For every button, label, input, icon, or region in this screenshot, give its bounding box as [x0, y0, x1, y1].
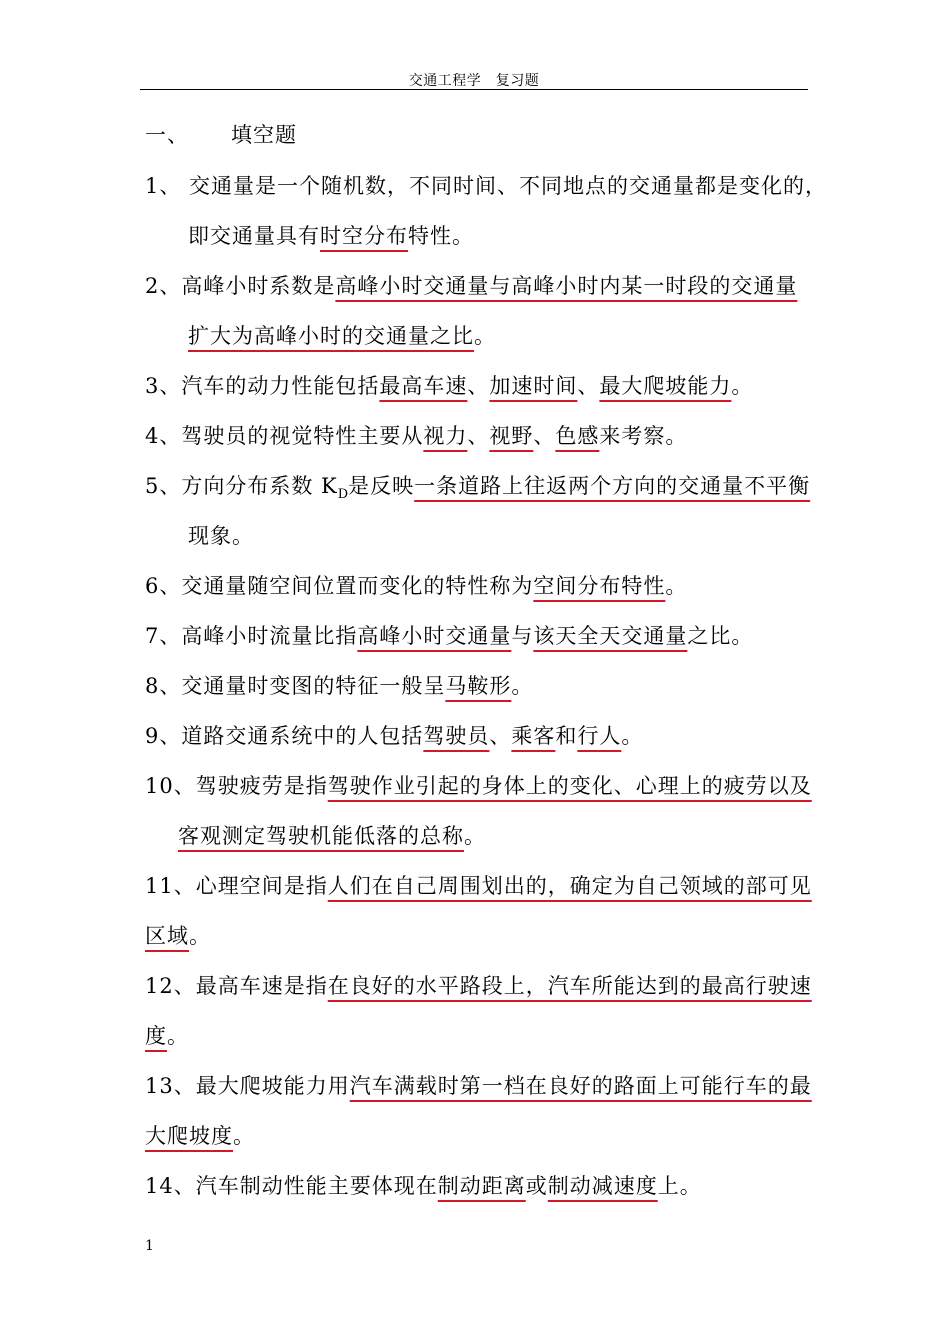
- item-text: 是反映: [348, 474, 415, 498]
- answer-blank: 人们在自己周围划出的，确定为自己领域的部可见: [327, 874, 812, 898]
- item-text: 12、最高车速是指: [145, 974, 328, 998]
- item-8-line-1: [145, 671, 533, 701]
- item-text: 。: [233, 1124, 255, 1148]
- answer-blank: 视力: [423, 424, 468, 448]
- answer-blank: 大爬坡度: [145, 1124, 233, 1148]
- item-12-line-1: [145, 971, 812, 1001]
- item-text: 和: [555, 724, 578, 748]
- item-5-line-1: [145, 471, 810, 510]
- item-13-line-2: [145, 1121, 255, 1151]
- item-text: 。: [511, 674, 534, 698]
- item-text: 、: [467, 374, 490, 398]
- item-11-line-1: [145, 871, 812, 901]
- answer-blank: 加速时间: [489, 374, 578, 398]
- item-text: 、: [533, 424, 556, 448]
- item-text: 5、方向分布系数 K: [145, 474, 338, 498]
- item-text: 现象。: [188, 524, 254, 548]
- answer-blank: 制动减速度: [547, 1174, 658, 1198]
- item-3-line-1: [145, 371, 753, 401]
- item-text: 6、交通量随空间位置而变化的特性称为: [145, 574, 534, 598]
- section-heading: [145, 119, 297, 149]
- item-6-line-1: [145, 571, 687, 601]
- item-text: 4、驾驶员的视觉特性主要从: [145, 424, 424, 448]
- item-text: 特性。: [408, 224, 474, 248]
- item-text: 即交通量具有: [188, 224, 320, 248]
- item-10-line-1: [145, 771, 812, 801]
- item-text: 。: [189, 924, 211, 948]
- item-text: 。: [621, 724, 644, 748]
- answer-blank: 扩大为高峰小时的交通量之比: [188, 324, 474, 348]
- answer-blank: 行人: [577, 724, 622, 748]
- answer-blank: 区域: [145, 924, 189, 948]
- answer-blank: 马鞍形: [445, 674, 512, 698]
- answer-blank: 高峰小时交通量: [357, 624, 512, 648]
- answer-blank: 客观测定驾驶机能低落的总称: [178, 824, 464, 848]
- answer-blank: 该天全天交通量: [533, 624, 688, 648]
- item-text: 7、高峰小时流量比指: [145, 624, 358, 648]
- answer-blank: 时空分布: [320, 224, 408, 248]
- page-header: 交通工程学 复习题: [408, 73, 540, 89]
- answer-blank: 汽车满载时第一档在良好的路面上可能行车的最: [349, 1074, 812, 1098]
- item-10-line-2: [178, 821, 486, 851]
- item-1-line-1: [145, 171, 827, 201]
- item-text: 8、交通量时变图的特征一般呈: [145, 674, 446, 698]
- item-text: 、: [489, 724, 512, 748]
- item-text: 。: [474, 324, 496, 348]
- item-text: 与: [511, 624, 534, 648]
- answer-blank: 高峰小时交通量与高峰小时内某一时段的交通量: [335, 274, 798, 298]
- item-text: 2、高峰小时系数是: [145, 274, 336, 298]
- answer-blank: 制动距离: [437, 1174, 526, 1198]
- item-13-line-1: [145, 1071, 812, 1101]
- item-text: 上。: [657, 1174, 702, 1198]
- item-text: 14、汽车制动性能主要体现在: [145, 1174, 438, 1198]
- item-14-line-1: [145, 1171, 702, 1201]
- answer-blank: 驾驶作业引起的身体上的变化、心理上的疲劳以及: [327, 774, 812, 798]
- item-text: 、: [467, 424, 490, 448]
- item-7-line-1: [145, 621, 753, 651]
- subscript: D: [337, 487, 349, 502]
- page-number: 1: [145, 1238, 154, 1254]
- answer-blank: 度: [145, 1024, 167, 1048]
- answer-blank: 在良好的水平路段上，汽车所能达到的最高行驶速: [327, 974, 812, 998]
- item-11-line-2: [145, 921, 211, 951]
- section-number: 一、: [145, 123, 189, 147]
- item-text: 来考察。: [599, 424, 688, 448]
- item-9-line-1: [145, 721, 643, 751]
- item-2-line-2: [188, 321, 496, 351]
- item-text: 9、道路交通系统中的人包括: [145, 724, 424, 748]
- section-title: 填空题: [231, 123, 297, 147]
- item-text: 。: [731, 374, 754, 398]
- item-text: 。: [464, 824, 486, 848]
- answer-blank: 乘客: [511, 724, 556, 748]
- item-text: 13、最大爬坡能力用: [145, 1074, 350, 1098]
- item-text: 3、汽车的动力性能包括: [145, 374, 380, 398]
- answer-blank: 空间分布特性: [533, 574, 666, 598]
- answer-blank: 驾驶员: [423, 724, 490, 748]
- item-text: 之比。: [687, 624, 754, 648]
- item-text: 、: [577, 374, 600, 398]
- answer-blank: 色感: [555, 424, 600, 448]
- item-1-line-2: [188, 221, 474, 251]
- item-text: 。: [665, 574, 688, 598]
- answer-blank: 最大爬坡能力: [599, 374, 732, 398]
- item-text: 。: [167, 1024, 189, 1048]
- header-rule: [140, 89, 808, 90]
- answer-blank: 最高车速: [379, 374, 468, 398]
- item-5-line-2: [188, 521, 254, 551]
- item-12-line-2: [145, 1021, 189, 1051]
- item-text: 10、驾驶疲劳是指: [145, 774, 328, 798]
- answer-blank: 视野: [489, 424, 534, 448]
- answer-blank: 一条道路上往返两个方向的交通量不平衡: [414, 474, 811, 498]
- item-2-line-1: [145, 271, 797, 301]
- item-text: 或: [525, 1174, 548, 1198]
- item-text: 1、 交通量是一个随机数，不同时间、不同地点的交通量都是变化的，: [145, 174, 828, 198]
- item-text: 11、心理空间是指: [145, 874, 328, 898]
- item-4-line-1: [145, 421, 687, 451]
